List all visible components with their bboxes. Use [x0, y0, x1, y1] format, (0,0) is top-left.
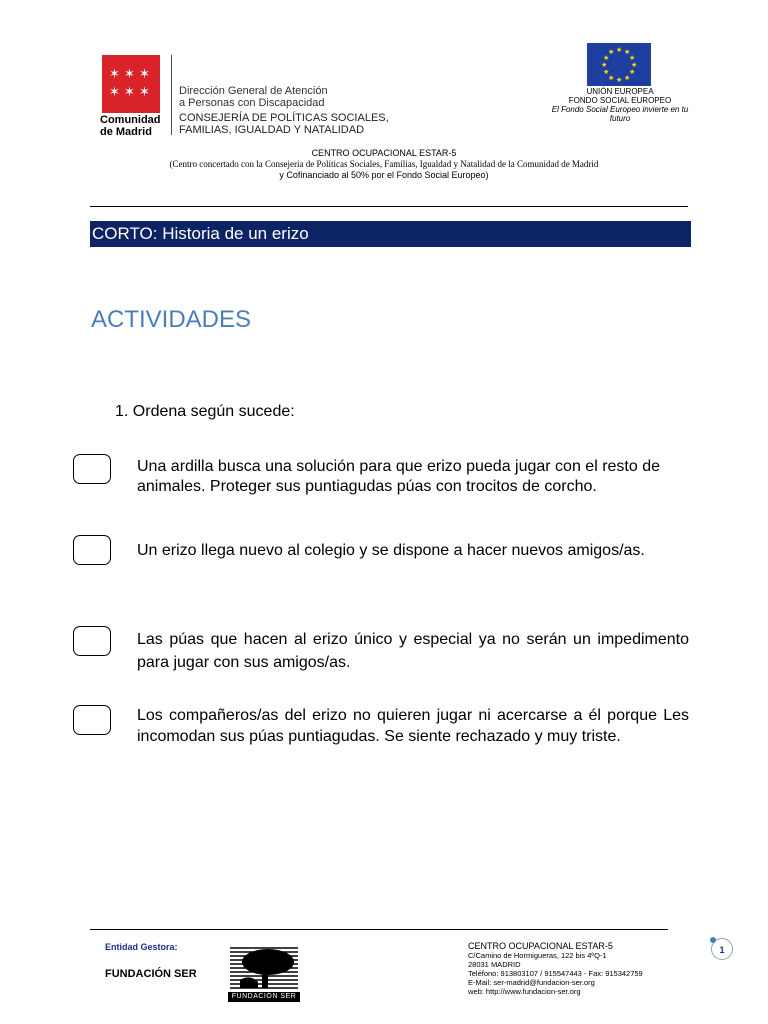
- eu-flag: [587, 43, 651, 86]
- star-icon: ★: [616, 47, 623, 54]
- consejeria-text: CONSEJERÍA DE POLÍTICAS SOCIALES, FAMILIAS, IGUALDAD Y NATALIDAD: [179, 112, 389, 136]
- star-icon: ★: [629, 69, 636, 76]
- list-item: Los compañeros/as del erizo no quieren jugar ni acercarse a él porque Les incomodan sus púas puntiagudas. Se siente rechazado y muy triste.: [137, 707, 689, 745]
- star-icon: ★: [608, 49, 615, 56]
- direccion-general-text: Dirección General de Atención a Personas con Discapacidad: [179, 85, 328, 109]
- star-icon: ✶: [124, 66, 135, 81]
- list-item: Las púas que hacen al erizo único y especial ya no serán un impedimento para jugar con sus amigos/as.: [137, 631, 689, 671]
- star-icon: ★: [631, 62, 638, 69]
- document-title-bar: CORTO: Historia de un erizo: [90, 221, 691, 247]
- footer-divider: [90, 929, 668, 930]
- star-icon: ✶: [109, 66, 120, 81]
- star-icon: ✶: [139, 66, 150, 81]
- star-icon: ★: [601, 62, 608, 69]
- comunidad-madrid-flag: [102, 55, 160, 113]
- page-number: 1: [711, 938, 733, 960]
- contact-info: CENTRO OCUPACIONAL ESTAR-5 C/Camino de Hormigueras, 122 bis 4ºQ-1 28031 MADRID Teléfono: 913803107 / 915547443 - Fax: 915342759 E-Mail: ser-madrid@fundacion-ser.org web: http://www.fundacion-ser.org: [468, 941, 643, 996]
- star-icon: ✶: [139, 84, 150, 99]
- star-icon: ✶: [109, 84, 120, 99]
- star-icon: ✶: [124, 84, 135, 99]
- order-checkbox[interactable]: [73, 626, 111, 656]
- logo-divider: [171, 55, 172, 135]
- star-icon: ★: [624, 75, 631, 82]
- question-instruction: 1. Ordena según sucede:: [115, 403, 295, 420]
- comunidad-madrid-name: Comunidad de Madrid: [100, 114, 161, 138]
- entity-label: Entidad Gestora:: [105, 942, 178, 952]
- logo-caption: FUNDACIÓN SER: [228, 992, 300, 1002]
- star-icon: ★: [603, 55, 610, 62]
- section-heading: ACTIVIDADES: [91, 306, 252, 333]
- center-info: CENTRO OCUPACIONAL ESTAR-5 (Centro concertado con la Consejería de Políticas Sociales, Familias, Igualdad y Natalidad de la Comunidad de Madrid y Cofinanciado al 50% por el Fondo Social Europeo): [169, 148, 599, 180]
- list-item: Una ardilla busca una solución para que erizo pueda jugar con el resto de animales. Proteger sus puntiagudas púas con trocitos de corcho.: [137, 458, 661, 495]
- star-icon: ★: [608, 75, 615, 82]
- header-divider: [90, 206, 688, 207]
- star-icon: ★: [603, 69, 610, 76]
- order-checkbox[interactable]: [73, 454, 111, 484]
- list-item: Un erizo llega nuevo al colegio y se dispone a hacer nuevos amigos/as.: [137, 542, 645, 559]
- entity-name: FUNDACIÓN SER: [105, 968, 197, 980]
- page-number-dot: [710, 937, 716, 943]
- star-icon: ★: [616, 77, 623, 84]
- star-icon: ★: [629, 55, 636, 62]
- eu-fund-text: UNIÓN EUROPEA FONDO SOCIAL EUROPEO El Fondo Social Europeo invierte en tu futuro: [551, 87, 689, 123]
- star-icon: ★: [624, 49, 631, 56]
- order-checkbox[interactable]: [73, 535, 111, 565]
- order-checkbox[interactable]: [73, 705, 111, 735]
